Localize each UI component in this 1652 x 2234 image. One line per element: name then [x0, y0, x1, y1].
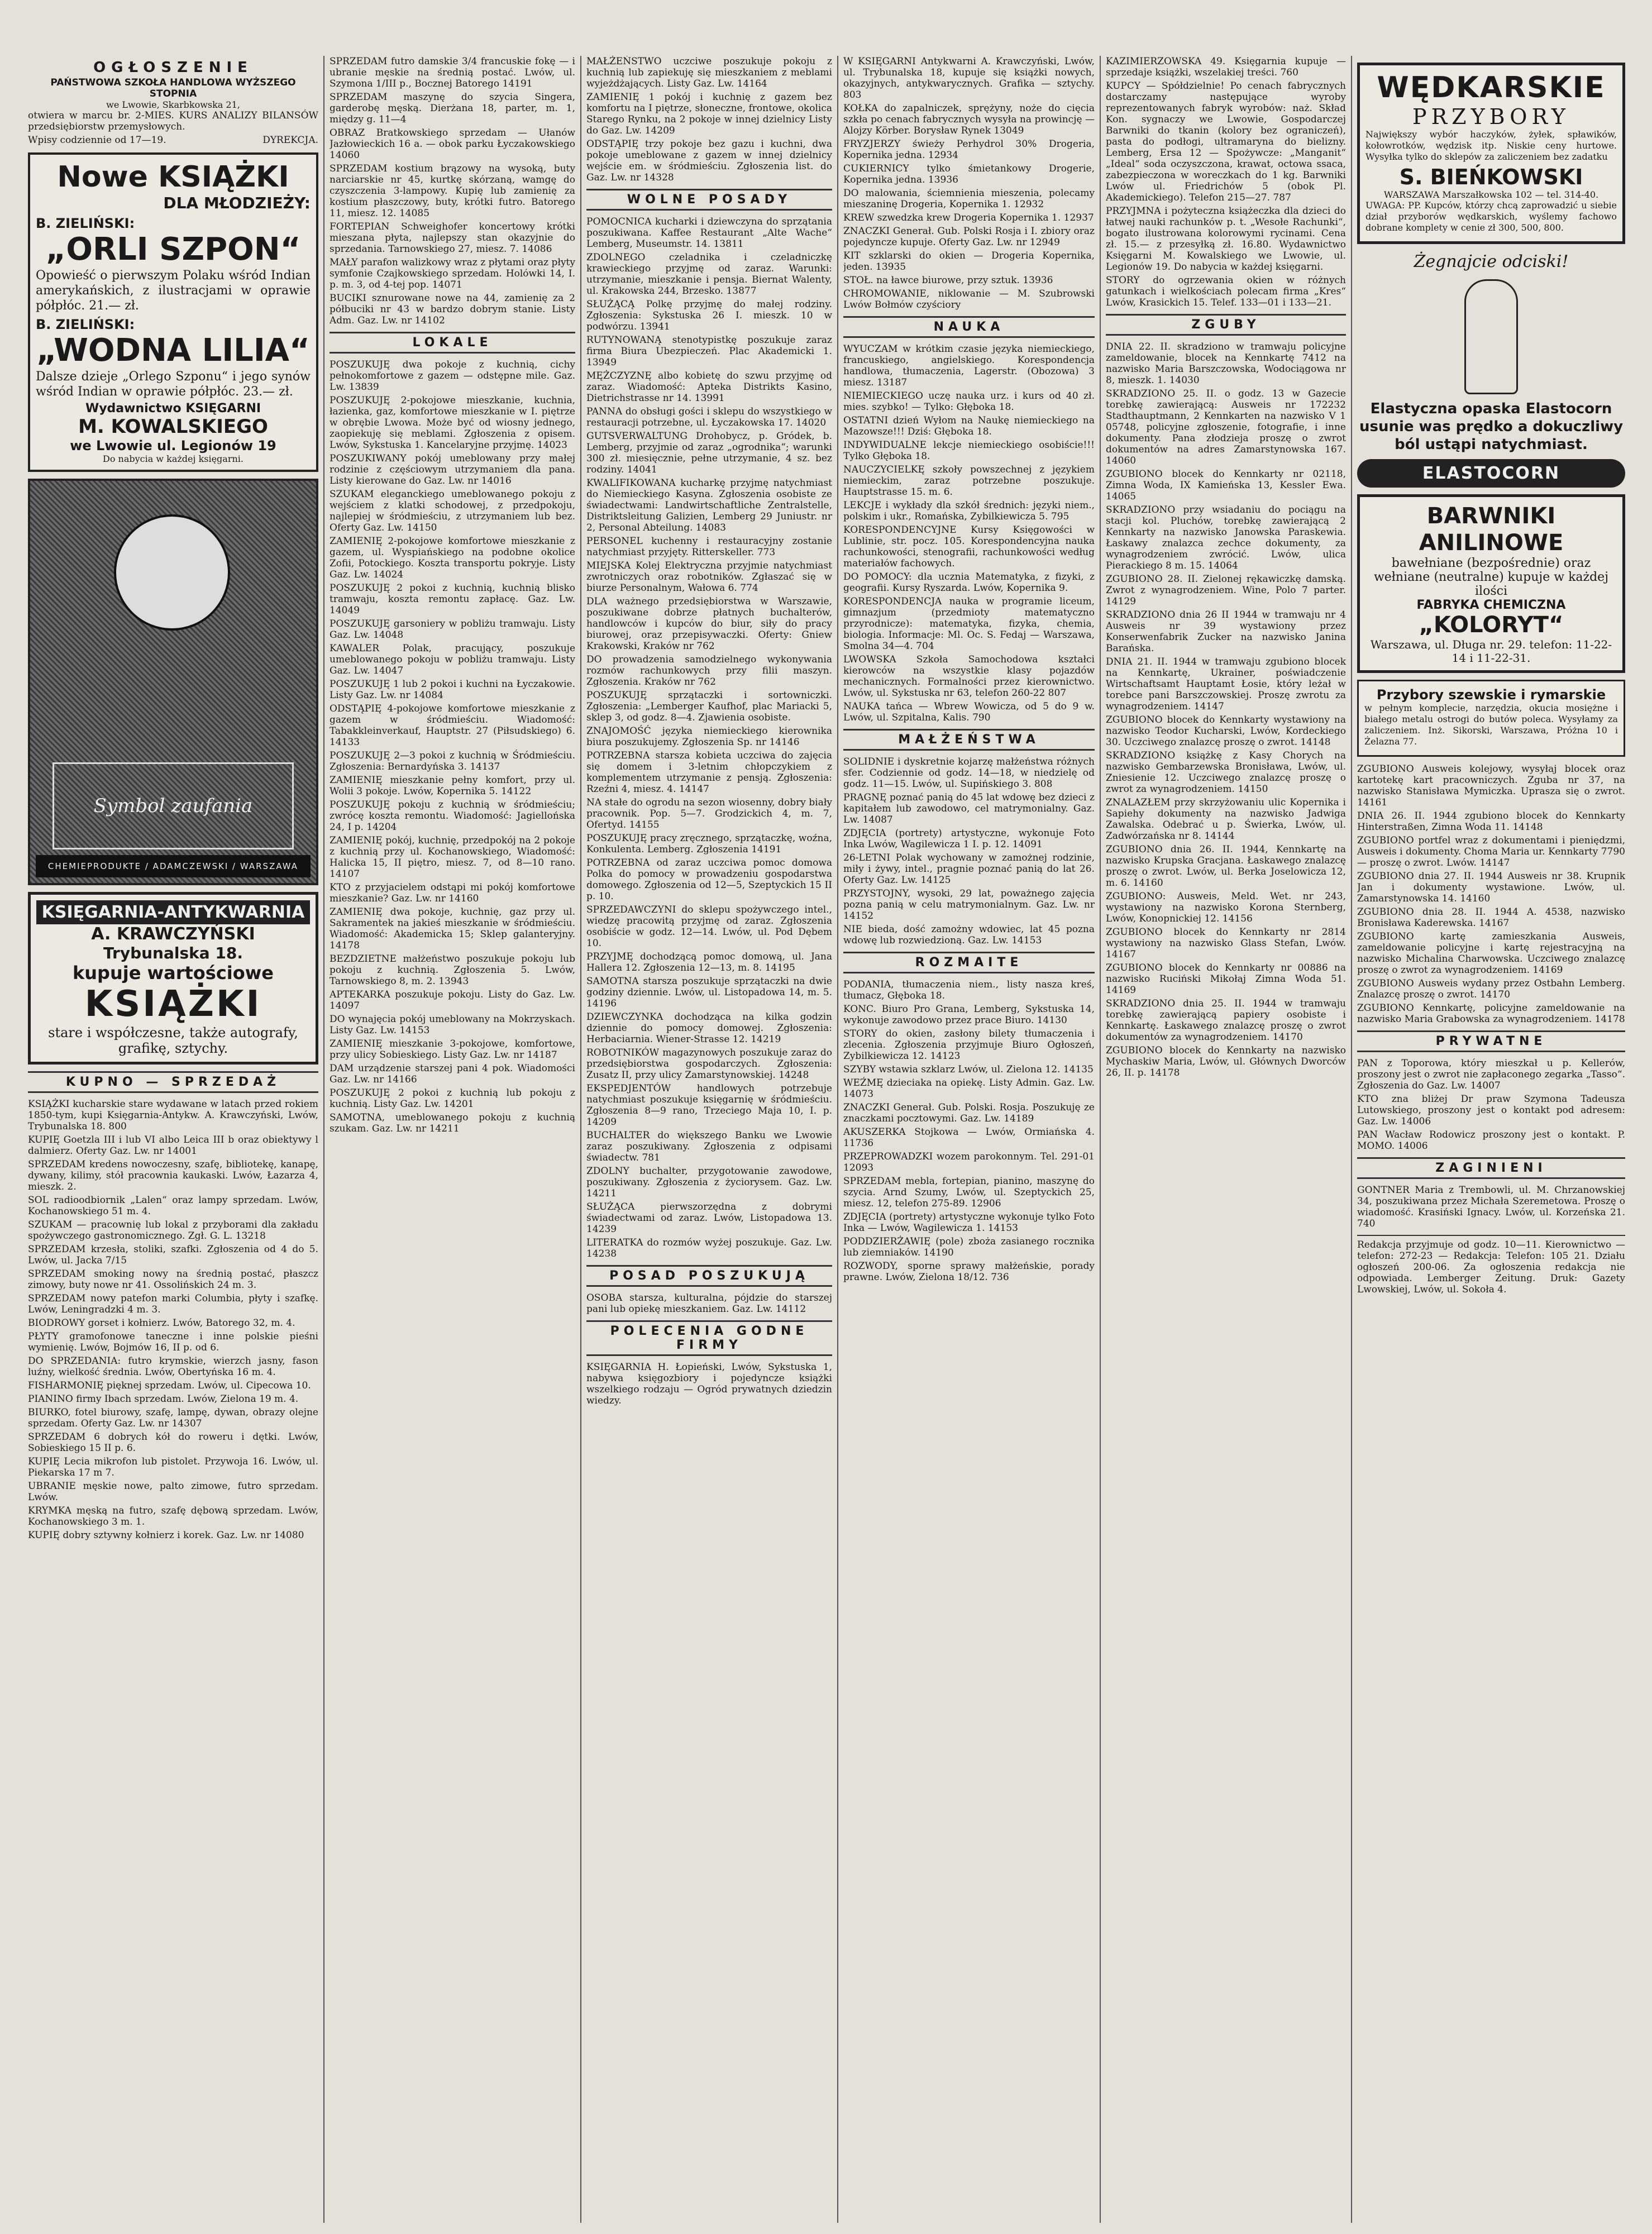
section-header-nauka: NAUKA	[843, 316, 1095, 338]
classified-ad: OSTATNI dzień Wyłom na Naukę niemieckiego na Mazowsze!!! Dziś: Głęboka 18.	[843, 415, 1095, 437]
column-2	[330, 56, 575, 2223]
classified-ad: KSIĘGARNIA H. Łopieński, Lwów, Sykstuska 1, nabywa księgozbiory i pojedyncze książki wszelkiego rodzaju — Ogród prywatnych dziedzin wiedzy.	[586, 1362, 832, 1406]
antiquarian-name: A. KRAWCZYŃSKI	[91, 924, 255, 944]
classified-ad: LWOWSKA Szkoła Samochodowa kształci kierowców na wszystkie klasy pojazdów mechanicznych. Formalności przez kierownictwo. Lwów, ul. Sykstuska nr 63, telefon 260-22 807	[843, 654, 1095, 699]
classified-ad: POSZUKUJĘ pokoju z kuchnią w śródmieściu; zwrócę koszta remontu. Wiadomość: Jagiellońska 24, I p. 14204	[330, 799, 575, 833]
classified-ad: 26-LETNI Polak wychowany w zamożnej rodzinie, miły i żywy, intel., pragnie poznać panią do lat 26. Oferty Gaz. Lw. 14125	[843, 852, 1095, 886]
notice-footer	[28, 135, 318, 146]
classified-ad: SZUKAM eleganckiego umeblowanego pokoju z wejściem z klatki schodowej, z przedpokoju, najlepiej w śródmieściu, z utrzymaniem lub bez. Oferty Gaz. Lw. 14150	[330, 489, 575, 533]
classified-ad: POSZUKUJĘ 2 pokoi z kuchnią lub pokoju z kuchnią. Listy Gaz. Lw. 14201	[330, 1087, 575, 1110]
books-ad-available: Do nabycia w każdej księgarni.	[102, 454, 243, 464]
classified-ad: KOŁKA do zapalniczek, sprężyny, noże do cięcia szkła po cenach fabrycznych wysyła na prowincję — Alojzy Körber. Borysław Rynek 13049	[843, 103, 1095, 136]
antiquarian-line: kupuje wartościowe	[72, 962, 274, 984]
classified-ad: POSZUKUJĘ sprzątaczki i sortowniczki. Zgłoszenia: „Lemberger Kaufhof, plac Mariacki 5, sklep 3, od godz. 8—4. Zjawienia osobiste.	[586, 690, 832, 723]
fishing-ad-address: WARSZAWA Marszałkowska 102 — tel. 314-40.	[1383, 189, 1599, 200]
classified-ad: POSZUKUJĘ dwa pokoje z kuchnią, cichy pełnokomfortowe z gazem — odstępne mile. Gaz. Lw. 13839	[330, 359, 575, 393]
classified-ad: KREW szwedzka krew Drogeria Kopernika 1. 12937	[843, 212, 1094, 223]
elastocorn-brand: ELASTOCORN	[1357, 459, 1625, 488]
classified-ad: PERSONEL kuchenny i restauracyjny zostanie natychmiast przyjęty. Ritterskeller. 773	[586, 536, 832, 558]
classified-ad: OSOBA starsza, kulturalna, pójdzie do starszej pani lub opiekę mieszkaniem. Gaz. Lw. 14112	[586, 1292, 832, 1315]
classified-ad: EKSPEDJENTÓW handlowych potrzebuje natychmiast poszukuje księgarnię w śródmieściu. Zgłoszenia 8—9 rano, Trzeciego Maja 10, I. p. 14209	[586, 1083, 832, 1128]
classified-ad: ZGUBIONO kartę zamieszkania Ausweis, zameldowanie policyjne i kartę rejestracyjną na nazwisko Michalina Charwowska. Uczciwego znalazcę proszę o zwrot za wynagrodzeniem. 14169	[1357, 931, 1625, 976]
classified-ad: DNIA 22. II. skradziono w tramwaju policyjne zameldowanie, blocek na Kennkartę 7412 na nazwisko Maria Barszczowska, Wodociągowa nr 8, mieszk. 1. 14030	[1106, 341, 1346, 386]
cartoon-figure-icon	[1464, 279, 1518, 394]
classified-ad: LITERATKA do rozmów wyżej poszukuje. Gaz. Lw. 14238	[586, 1237, 832, 1259]
section-header-zaginieni: ZAGINIENI	[1357, 1157, 1625, 1179]
column-rule	[323, 56, 324, 2223]
classified-ad: POSZUKUJĘ pracy zręcznego, sprzątaczkę, woźna, Konkulenta. Lemberg. Zgłoszenia 14191	[586, 833, 832, 855]
classified-ad: SŁUŻĄCĄ Polkę przyjmę do małej rodziny. Zgłoszenia: Sykstuska 26 I. mieszk. 10 w podwórzu. 13941	[586, 299, 832, 332]
classified-ad: KTO zna bliżej Dr praw Szymona Tadeusza Lutowskiego, proszony jest o kontakt pod adresem: Gaz. Lw. 14006	[1357, 1094, 1625, 1127]
classified-ad: KUPIĘ Goetzla III i lub VI albo Leica III b oraz obiektywy l dalmierz. Oferty Gaz. Lw. nr 14001	[28, 1134, 318, 1157]
elastocorn-ad	[1357, 252, 1625, 488]
books-ad-subtitle: DLA MŁODZIEŻY:	[163, 194, 311, 212]
classified-ad: ZGUBIONO 28. II. Zielonej rękawiczkę damską. Zwrot z wynagrodzeniem. Wine, Polo 7 parter. 14129	[1106, 574, 1346, 607]
classified-ad: ZDOLNEGO czeladnika i czeladniczkę krawieckiego przyjmę od zaraz. Warunki: utrzymanie, mieszkanie i pensja. Biernat Walenty, ul. Krakowska 244, Brzesko. 13877	[586, 252, 832, 297]
classified-ad: ZGUBIONO dnia 26. II. 1944, Kennkartę na nazwisko Krupska Gracjana. Łaskawego znalazcę proszę o zwrot. Lwów, ul. Berka Joselowicza 12, m. 6. 14160	[1106, 844, 1346, 889]
fishing-ad-note: UWAGA: PP. Kupców, którzy chcą zaprowadzić u siebie dział przyborów wędkarskich, wyślemy fachowo dobrane komplety w cenie zł 300, 500, 800.	[1365, 200, 1617, 233]
column-rule	[1100, 56, 1101, 2223]
section-header-kupno: KUPNO — SPRZEDAŻ	[28, 1071, 318, 1093]
globe-logo-icon	[114, 514, 230, 631]
classified-ad: ZNACZKI Generał. Gub. Polski Rosja i I. zbiory oraz pojedyncze kupuje. Oferty Gaz. Lw. nr 12949	[843, 226, 1095, 248]
classified-ad: BUCIKI sznurowane nowe na 44, zamienię za 2 półbuciki nr 43 w bardzo dobrym stanie. Listy Adm. Gaz. Lw. nr 14102	[330, 293, 575, 326]
fishing-ad-title: WĘDKARSKIE	[1377, 71, 1606, 104]
classified-ad: CHROMOWANIE, niklowanie — M. Szubrowski Lwów Bołmów czyściory	[843, 288, 1095, 311]
classified-ad: PRZYJMNA i pożyteczna książeczka dla dzieci do łatwej nauki rachunków p. t. „Wesołe Rachunki“, bogato ilustrowana kolorowymi rycinami. Cena zł. 15.— z przesyłką zł. 16.80. Wydawnictwo Księgarni M. Kowalskiego we Lwowie, ul. Legionów 19. Do nabycia w każdej księgarni.	[1106, 206, 1346, 273]
books-ad-book-title: „WODNA LILIA“	[36, 332, 310, 369]
aniline-ad-address: Warszawa, ul. Długa nr. 29. telefon: 11-22-14 i 11-22-31.	[1370, 638, 1612, 665]
classified-ad: KAZIMIERZOWSKA 49. Księgarnia kupuje — sprzedaje książki, wszelakiej treści. 760	[1106, 56, 1346, 78]
books-ad-desc: Opowieść o pierwszym Polaku wśród Indian amerykańskich, z ilustracjami w oprawie półpłóc. 21.— zł.	[36, 269, 311, 313]
classified-ad: GONTNER Maria z Trembowli, ul. M. Chrzanowskiej 34, poszukiwana przez Michała Szeremetowa. Proszę o wiadomość. Krasiński Ignacy. Lwów, ul. Korzeńska 21. 740	[1357, 1185, 1625, 1229]
classified-ad: GUTSVERWALTUNG Drohobycz, p. Gródek, b. Lemberg, przyjmie od zaraz „ogrodnika“; warunki 300 zł. miesięcznie, pełne utrzymanie, 4 sz. bez rodziny. 14041	[586, 431, 832, 475]
classified-ad: PAN Wacław Rodowicz proszony jest o kontakt. P. MOMO. 14006	[1357, 1129, 1625, 1152]
classified-ad: KWALIFIKOWANA kucharkę przyjmę natychmiast do Niemieckiego Kasyna. Zgłoszenia osobiste ze świadectwami: Landwirtschaftliche Zentralstelle, Distriktsleitung Galizien, Lemberg 29 Juniustr. nr 2, Personal Abteilung. 14083	[586, 478, 832, 533]
classified-ad: AKUSZERKA Stojkowa — Lwów, Ormiańska 4. 11736	[843, 1126, 1095, 1149]
classified-ad: ZAMIENIĘ 1 pokój i kuchnię z gazem bez komfortu na I piętrze, słoneczne, frontowe, okolica Starego Rynku, na 2 pokoje w innej dzielnicy Listy do Gaz. Lw. 14209	[586, 92, 832, 136]
classified-ad: SPRZEDAM futro damskie 3/4 francuskie fokę — i ubranie męskie na średnią postać. Lwów, ul. Szymona 1/III p., Bocznej Batorego 14191	[330, 56, 575, 89]
classified-ad: ZGUBIONO: Ausweis, Meld. Wet. nr 243, wystawiony na nazwisko Korona Sternberg, Lwów, Konopnickiej 12. 14156	[1106, 891, 1346, 924]
classified-ad: CUKIERNICY tylko śmietankowy Drogerie, Kopernika jedna. 13936	[843, 163, 1095, 185]
classified-ad: KTO z przyjacielem odstąpi mi pokój komfortowe mieszkanie? Gaz. Lw. nr 14160	[330, 882, 575, 904]
school-notice	[28, 59, 318, 146]
chemie-slogan: Symbol zaufania	[52, 762, 294, 849]
classified-ad: MAŁY parafon walizkowy wraz z płytami oraz płyty symfonie Czajkowskiego sprzedam. Holówki 14, I. p. m. 3, od 4-tej pop. 14071	[330, 257, 575, 290]
shoemaker-ad	[1357, 680, 1625, 757]
books-ad-address: we Lwowie ul. Legionów 19	[70, 438, 276, 454]
aniline-ad-name: „KOLORYT“	[1419, 612, 1564, 638]
classified-ad: DNIA 26. II. 1944 zgubiono blocek do Kennkarty Hinterstraßen, Zimna Woda 11. 14148	[1357, 810, 1625, 833]
classified-ad: DO malowania, ściemnienia mieszenia, polecamy mieszaninę Drogeria, Kopernika 1. 12932	[843, 188, 1095, 210]
classified-ad: NIE bieda, dość zamożny wdowiec, lat 45 pozna wdowę lub rozwiedzioną. Gaz. Lw. 14153	[843, 924, 1095, 946]
classified-ad: PRAGNĘ poznać panią do 45 lat wdowę bez dzieci z kapitałem lub zawodowo, cel matrymonialny. Gaz. Lw. 14087	[843, 792, 1095, 825]
classified-ad: NA stałe do ogrodu na sezon wiosenny, dobry biały pracownik. Pop. 5—7. Grodzickich 4, m. 7, Ofertyd. 14155	[586, 797, 832, 830]
classified-ad: ZAMIENIĘ dwa pokoje, kuchnię, gaz przy ul. Sakramentek na jakieś mieszkanie w śródmieściu. Wiadomość: Akademicka 15; Sklep galanteryjny. 14178	[330, 906, 575, 951]
aniline-ad-desc: bawełniane (bezpośrednie) oraz wełniane (neutralne) kupuje w każdej ilości	[1373, 556, 1609, 598]
elastocorn-text: Elastyczna opaska Elastocorn usunie was prędko a dokuczliwy ból ustąpi natychmiast.	[1359, 400, 1624, 453]
classified-ad: ZGUBIONO Ausweis wydany przez Ostbahn Lemberg. Znalazcę proszę o zwrot. 14170	[1357, 978, 1625, 1000]
classified-ad: ZGUBIONO Kennkartę, policyjne zameldowanie na nazwisko Maria Grabowska za wynagrodzeniem. 14178	[1357, 1003, 1625, 1025]
classified-ad: SPRZEDAM maszynę do szycia Singera, garderobę męską. Dierżana 18, parter, m. 1, między g. 11—4	[330, 92, 575, 125]
classified-ad: SPRZEDAM kredens nowoczesny, szafę, bibliotekę, kanapę, dywany, kilimy, stół pracownia kaukaski. Lwów, Łazarza 4, mieszk. 2.	[28, 1159, 318, 1192]
classified-ad: KORESPONDENCJA nauka w programie liceum, gimnazjum (przedmioty matematyczno przyrodnicze): matematyka, fizyka, chemia, biologia. Informacje: Ml. Oc. S. Fedaj — Warszawa, Smolna 34—4. 704	[843, 596, 1095, 652]
classified-ad: ZAMIENIĘ mieszkanie pełny komfort, przy ul. Wolii 3 pokoje. Lwów, Kopernika 5. 14122	[330, 775, 575, 797]
notice-line: PAŃSTWOWA SZKOŁA HANDLOWA WYŻSZEGO STOPNIA	[50, 77, 296, 99]
notice-hours: Wpisy codziennie od 17—19.	[28, 135, 166, 146]
section-header-zguby: ZGUBY	[1106, 314, 1346, 336]
section-header-prywatne: PRYWATNE	[1357, 1030, 1625, 1052]
classified-ad: INDYWIDUALNE lekcje niemieckiego osobiście!!! Tylko Głęboka 18.	[843, 440, 1095, 462]
classified-ad: RUTYNOWANĄ stenotypistkę poszukuje zaraz firma Biura Ubezpieczeń. Plac Akademicki 1. 13949	[586, 335, 832, 368]
classified-ad: SKRADZIONO dnia 25. II. 1944 w tramwaju torebkę zawierającą papiery osobiste i Kennkartę. Łaskawego znalazcę proszę o zwrot dokumentów za wynagrodzeniem. 14170	[1106, 998, 1346, 1043]
classified-ad: KORESPONDENCYJNE Kursy Księgowości w Lublinie, str. pocz. 105. Korespondencyjna nauka rachunkowości, stenografii, rachunkowości według materiałów fachowych.	[843, 524, 1095, 569]
section-header-malzenstwa: MAŁŻEŃSTWA	[843, 729, 1095, 751]
newspaper-page	[17, 56, 1636, 2223]
classified-ad: POSZUKUJĘ 2—3 pokoi z kuchnią w Śródmieściu. Zgłoszenia: Bernardyńska 3. 14137	[330, 750, 575, 772]
classified-ad: MĘŻCZYZNĘ albo kobietę do szwu przyjmę od zaraz. Wiadomość: Apteka Distrikts Kasino, Dietrichstrasse nr 14. 13991	[586, 370, 832, 404]
classified-ad: SPRZEDAM nowy patefon marki Columbia, płyty i szafkę. Lwów, Leningradzki 4 m. 3.	[28, 1293, 318, 1315]
classified-ad: ZAMIENIĘ pokój, kuchnię, przedpokój na 2 pokoje z kuchnią przy ul. Kochanowskiego, Wiadomość: Halicka 15, II piętro, miesz. 7, od 8—10 rano. 14107	[330, 835, 575, 880]
classified-ad: PIANINO firmy Ibach sprzedam. Lwów, Zielona 19 m. 4.	[28, 1393, 299, 1405]
classified-ad: PODANIA, tłumaczenia niem., listy nasza kreś, tłumacz, Głęboka 18.	[843, 979, 1095, 1001]
classified-ad: SOL radioodbiornik „Lalen“ oraz lampy sprzedam. Lwów, Kochanowskiego 51 m. 4.	[28, 1195, 318, 1217]
classified-ad: POSZUKUJĘ 2-pokojowe mieszkanie, kuchnia, łazienka, gaz, komfortowe mieszkanie w I. piętrze w obrębie Lwowa. Może być od wiosny jednego, zaopiekuję się meblami. Zgłoszenia z opisem. Lwów, Sykstuska 1. Kancelaryjne przyjmę. 14023	[330, 395, 575, 451]
classified-ad: ROBOTNIKÓW magazynowych poszukuje zaraz do przedsiębiorstwa gospodarczych. Zgłoszenia: Zusatz II, przy ulicy Zamarstynowskiej. 14248	[586, 1047, 832, 1081]
classified-ad: POSZUKUJĘ 1 lub 2 pokoi i kuchni na Łyczakowie. Listy Gaz. Lw. nr 14084	[330, 679, 575, 701]
section-header-lokale: LOKALE	[330, 332, 575, 354]
notice-sign: DYREKCJA.	[262, 135, 318, 146]
classified-ad: KUPIĘ Lecia mikrofon lub pistolet. Przywoja 16. Lwów, ul. Piekarska 17 m 7.	[28, 1456, 318, 1478]
classified-ad: BIODROWY gorset i kołnierz. Lwów, Batorego 32, m. 4.	[28, 1318, 295, 1329]
classified-ad: W KSIĘGARNI Antykwarni A. Krawczyński, Lwów, ul. Trybunalska 18, kupuje się książki nowych, okazyjnych, antykwarycznych. Grafika — sztychy. 803	[843, 56, 1095, 101]
shoemaker-ad-desc: w pełnym komplecie, narzędzia, okucia mosiężne i białego metalu ostrogi do butów poleca. Wysyłamy za zaliczeniem. Inż. Sikorski, Warszawa, Próżna 10 i Żelazna 77.	[1364, 703, 1618, 747]
antiquarian-big: KSIĄŻKI	[84, 984, 262, 1025]
notice-title: OGŁOSZENIE	[93, 59, 253, 76]
classified-ad: SKRADZIONO przy wsiadaniu do pociągu na stacji kol. Pluchów, torebkę zawierającą 2 Kennkarty na nazwisko Janowska Paraskewia. Łaskawy znalazca zechce dokumenty, za wynagrodzeniem zwrócić. Lwów, ulica Pierackiego 8 m. 15. 14064	[1106, 504, 1346, 571]
classified-ad: UBRANIE męskie nowe, palto zimowe, futro sprzedam. Lwów.	[28, 1481, 318, 1503]
column-rule	[837, 56, 838, 2223]
classified-ad: SPRZEDAM krzesła, stoliki, szafki. Zgłoszenia od 4 do 5. Lwów, ul. Jacka 7/15	[28, 1244, 318, 1266]
classified-ad: NAUKA tańca — Wbrew Wowicza, od 5 do 9 w. Lwów, ul. Szpitalna, Kalis. 790	[843, 701, 1095, 723]
classified-ad: ZAMIENIĘ 2-pokojowe komfortowe mieszkanie z gazem, ul. Wyspiańskiego na podobne okolice Zofii, Potockiego. Koszta transportu pokryje. Listy Gaz. Lw. 14024	[330, 536, 575, 580]
classified-ad: KAWALER Polak, pracujący, poszukuje umeblowanego pokoju w pobliżu tramwaju. Listy Gaz. Lw. 14047	[330, 643, 575, 676]
classified-ad: DO prowadzenia samodzielnego wykonywania rozmów rachunkowych przy filii maszyn. Zgłoszenia. Kraków nr 762	[586, 654, 832, 688]
classified-ad: ZGUBIONO blocek do Kennkarty wystawiony na nazwisko Teodor Kucharski, Lwów, Kordeckiego 30. Uczciwego znalazcę proszę o zwrot. 14148	[1106, 714, 1346, 748]
classified-ad: PRZYSTOJNY, wysoki, 29 lat, poważnego zajęcia pozna panią w celu matrymonialnym. Gaz. Lw. nr 14152	[843, 888, 1095, 922]
classified-ad: ZDJĘCIA (portrety) artystyczne wykonuje tylko Foto Inka — Lwów, Wagilewicza 1. 14153	[843, 1211, 1095, 1234]
books-ad-book-title: „ORLI SZPON“	[45, 231, 301, 268]
classified-ad: ZGUBIONO dnia 27. II. 1944 Ausweis nr 38. Krupnik Jan i dokumenty wystawione. Lwów, ul. Zamarstynowska 14. 14160	[1357, 871, 1625, 904]
classified-ad: KIT szklarski do okien — Drogeria Kopernika, jeden. 13935	[843, 250, 1095, 273]
books-ad-publisher: Wydawnictwo KSIĘGARNI	[85, 402, 261, 416]
aniline-ad-title: BARWNIKI ANILINOWE	[1419, 503, 1564, 556]
classified-ad: SZYBY wstawia szklarz Lwów, ul. Zielona 12. 14135	[843, 1064, 1094, 1075]
column-1	[28, 56, 318, 2223]
fishing-ad-subtitle: PRZYBORY	[1412, 104, 1570, 129]
section-header-posad: POSAD POSZUKUJĄ	[586, 1265, 832, 1287]
classified-ad: SPRZEDAWCZYNI do sklepu spożywczego intel., wiedzę pracowitą przyjmę od zaraz. Zgłoszenia osobiście w godz. 12—14. Lwów, ul. Pod Dębem 10.	[586, 904, 832, 949]
classified-ad: KONC. Biuro Pro Grana, Lemberg, Sykstuska 14, wykonuje zawodowo przez prace Biuro. 14130	[843, 1004, 1095, 1026]
classified-ad: MIEJSKA Kolej Elektryczna przyjmie natychmiast zwrotniczych oraz robotników. Zgłaszać się w biurze Personalnym, Wałowa 6. 774	[586, 560, 832, 594]
notice-line: otwiera w marcu br. 2-MIES. KURS ANALIZY BILANSÓW przedsiębiorstw przemysłowych.	[28, 110, 318, 132]
classified-ad: SAMOTNA starsza poszukuje sprzątaczki na dwie godziny dziennie. Lwów, ul. Listopadowa 14, m. 5. 14196	[586, 976, 832, 1009]
classified-ad: ZDJĘCIA (portrety) artystyczne, wykonuje Foto Inka Lwów, Wagilewicza 1 I. p. 12. 14091	[843, 828, 1095, 850]
classified-ad: DZIEWCZYNKA dochodząca na kilka godzin dziennie do pomocy domowej. Zgłoszenia: Herbaciarnia. Wiener-Strasse 12. 14219	[586, 1011, 832, 1045]
section-header-wolne: WOLNE POSADY	[586, 189, 832, 211]
classified-ad: DO SPRZEDANIA: futro krymskie, wierzch jasny, fason luźny, wielkość średnia. Lwów, Obertyńska 16 m. 4.	[28, 1355, 318, 1378]
aniline-ad-firm: FABRYKA CHEMICZNA	[1416, 598, 1566, 612]
classified-ad: KSIĄŻKI kucharskie stare wydawane w latach przed rokiem 1850-tym, kupi Księgarnia-Antykw. A. Krawczyński, Lwów, Trybunalska 18. 800	[28, 1099, 318, 1132]
classified-ad: POTRZEBNA starsza kobieta uczciwa do zajęcia się domem i 3-letnim chłopczykiem z komplementem utrzymanie z pensją. Zgłoszenia: Rzeźni 4, miesz. 4. 14147	[586, 750, 832, 795]
classified-ad: KUPCY — Spółdzielnie! Po cenach fabrycznych dostarczamy następujące wyroby reprezentowanych fabryk wyrobów: naż. Skład Kon. sygnaczy we Lwowie, Gospodarczej Barwniki do tkanin (kolory bez ograniczeń), pasta do podłogi, ultramaryna do bielizny. Lemberg, Ersa 12 — Spożywcze: „Manganit“ „Ideal“ soda oczyszczona, krawat, octowa ssaca, zabezpieczona w woreczkach do 1 kg. Barwniki Lwów ul. Friedrichów 5 (obok Pl. Akademickiego). Telefon 215—27. 787	[1106, 80, 1346, 203]
classified-ad: POSZUKIWANY pokój umeblowany przy małej rodzinie z częściowym utrzymaniem dla pana. Listy kierowane do Gaz. Lw. nr 14016	[330, 453, 575, 486]
classified-ad: PANNA do obsługi gości i sklepu do wszystkiego w restauracji potrzebne, ul. Łyczakowska 17. 14020	[586, 406, 832, 428]
classified-ad: ZNAJOMOŚĆ języka niemieckiego kierownika biura poszukujemy. Zgłoszenia Sp. nr 14146	[586, 725, 832, 748]
kupno-list	[28, 1099, 318, 1541]
column-rule	[1351, 56, 1352, 2223]
classified-ad: BEZDZIETNE małżeństwo poszukuje pokoju lub pokoju z kuchnią. Zgłoszenia 5. Lwów, Tarnowskiego 8, m. 2. 13943	[330, 953, 575, 987]
classified-ad: SPRZEDAM smoking nowy na średnią postać, płaszcz zimowy, buty nowe nr 41. Ossolińskich 24 m. 3.	[28, 1268, 318, 1291]
classified-ad: DO POMOCY: dla ucznia Matematyka, z fizyki, z geografii. Kursy Ryszarda. Lwów, Kopernika 9.	[843, 571, 1095, 594]
classified-ad: ODSTĄPIĘ 4-pokojowe komfortowe mieszkanie z gazem w śródmieściu. Wiadomość: Tabakkleinverkauf, Hauptstr. 27 (Piłsudskiego) 6. 14133	[330, 703, 575, 748]
books-ad-publisher-name: M. KOWALSKIEGO	[78, 416, 268, 438]
column-3	[586, 56, 832, 2223]
section-header-polecenia: POLECENIA GODNE FIRMY	[586, 1320, 832, 1356]
classified-ad: FISHARMONIĘ pięknej sprzedam. Lwów, ul. Cipecowa 10.	[28, 1380, 311, 1391]
antiquarian-street: Trybunalska 18.	[103, 944, 243, 962]
classified-ad: PODDZIERŻAWIĘ (pole) zboża zasianego rocznika lub ziemniaków. 14190	[843, 1236, 1095, 1258]
classified-ad: DNIA 21. II. 1944 w tramwaju zgubiono blocek na Kennkartę, Ukrainer, poświadczenie Wirtschaftsamt Hauptamt Łosie, który leżał w torebce pani Barszczowskiej. Proszę zwrotu za wynagrodzeniem. 14147	[1106, 656, 1346, 712]
classified-ad: SOLIDNIE i dyskretnie kojarzę małżeństwa różnych sfer. Codziennie od godz. 14—18, w niedzielę od godz. 11—15. Lwów, ul. Supińskiego 3. 808	[843, 756, 1095, 790]
classified-ad: STORY do okien, zasłony bilety tłumaczenia i zlecenia. Zgłoszenia przyjmuje Biuro Ogłoszeń, Zybilkiewicza 12. 14123	[843, 1028, 1095, 1062]
classified-ad: ODSTĄPIĘ trzy pokoje bez gazu i kuchni, dwa pokoje umeblowane z gazem w innej dzielnicy wejście em. w śródmieściu. Zgłoszenia list. do Gaz. Lw. nr 14328	[586, 139, 832, 183]
classified-ad: DAM urządzenie starszej pani 4 pok. Wiadomości Gaz. Lw. nr 14166	[330, 1063, 575, 1085]
column-rule	[580, 56, 581, 2223]
classified-ad: ZGUBIONO dnia 28. II. 1944 A. 4538, nazwisko Bronisława Kaderewska. 14167	[1357, 906, 1625, 929]
classified-ad: POSZUKUJĘ garsoniery w pobliżu tramwaju. Listy Gaz. Lw. 14048	[330, 618, 575, 641]
classified-ad: LEKCJE i wykłady dla szkół średnich: języki niem., polskim i ukr., Romańska, Zybilkiewicza 5. 795	[843, 500, 1095, 522]
books-ad	[28, 152, 318, 472]
antiquarian-ad	[28, 892, 318, 1065]
classified-ad: FORTEPIAN Schweighofer koncertowy krótki mieszana płyta, najlepszy stan okazyjnie do sprzedania. Tarnowskiego 27, miesz. 7. 14086	[330, 221, 575, 255]
classified-ad: ZGUBIONO blocek do Kennkarty nr 02118, Zimna Woda, IX Kamieńska 13, Kessler Ewa. 14065	[1106, 469, 1346, 502]
classified-ad: STOŁ. na ławce biurowe, przy sztuk. 13936	[843, 275, 1053, 286]
classified-ad: SPRZEDAM kostium brązowy na wysoką, buty narciarskie nr 45, kurtkę skórzaną, wamgę do czyszczenia 3-lampowy. Kupię lub zamienię za kostium płaszczowy, buty, krótki futro. Batorego 11, miesz. 12. 14085	[330, 163, 575, 219]
classified-ad: SPRZEDAM mebla, fortepian, pianino, maszynę do szycia. Arnd Szumy, Lwów, ul. Szeptyckich 25, miesz. 12, telefon 275-89. 12906	[843, 1176, 1095, 1209]
classified-ad: ZNACZKI Generał. Gub. Polski. Rosja. Poszukuję ze znaczkami pocztowymi. Gaz. Lw. 14189	[843, 1102, 1095, 1124]
footer-imprint: Redakcja przyjmuje od godz. 10—11. Kierownictwo — telefon: 272-23 — Redakcja: Telefon: 105 21. Działu ogłoszeń 200-06. Za ogłoszenia redakcja nie odpowiada. Lemberger Zeitung. Druk: Gazety Lwowskiej, Lwów, ul. Sokoła 4.	[1357, 1235, 1625, 1295]
classified-ad: ZAMIENIĘ mieszkanie 3-pokojowe, komfortowe, przy ulicy Sobieskiego. Listy Gaz. Lw. nr 14187	[330, 1038, 575, 1061]
section-header-rozmaite: ROZMAITE	[843, 952, 1095, 973]
classified-ad: KUPIĘ dobry sztywny kołnierz i korek. Gaz. Lw. nr 14080	[28, 1530, 304, 1541]
classified-ad: ZGUBIONO blocek do Kennkarty nr 2814 wystawiony na nazwisko Glass Stefan, Lwów. 14167	[1106, 927, 1346, 960]
books-ad-author: B. ZIELIŃSKI:	[36, 317, 135, 332]
classified-ad: NAUCZYCIELKĘ szkoły powszechnej z językiem niemieckim, zaraz potrzebne poszukuje. Hauptstrasse 15. m. 6.	[843, 464, 1095, 498]
classified-ad: SAMOTNA, umeblowanego pokoju z kuchnią szukam. Gaz. Lw. nr 14211	[330, 1112, 575, 1134]
fishing-ad-desc: Największy wybór haczyków, żyłek, spławików, kołowrotków, wędzisk itp. Niskie ceny hurtowe. Wysyłka tylko do sklepów za zaliczeniem bez zadatku	[1365, 129, 1617, 162]
classified-ad: KRYMKA męską na futro, szafę dębową sprzedam. Lwów, Kochanowskiego 3 m. 1.	[28, 1505, 318, 1527]
column-6	[1357, 56, 1625, 2223]
classified-ad: ZGUBIONO Ausweis kolejowy, wysyłaj blocek oraz kartotekę kart pracowniczych. Zguba nr 37, na nazwisko Stanisława Mymiczka. Uprasza się o zwrot. 14161	[1357, 763, 1625, 808]
classified-ad: ZNALAZŁEM przy skrzyżowaniu ulic Kopernika i Sapiehy dokumenty na nazwisko Jadwiga Zawalska. Odebrać u p. Świerka, Lwów, ul. Zadwórzańska nr 8. 14144	[1106, 797, 1346, 842]
classified-ad: DO wynajęcia pokój umeblowany na Mokrzyskach. Listy Gaz. Lw. 14153	[330, 1014, 575, 1036]
classified-ad: SŁUŻĄCA pierwszorzędna z dobrymi świadectwami od zaraz. Lwów, Listopadowa 13. 14239	[586, 1201, 832, 1235]
classified-ad: PRZEPROWADZKI wozem parokonnym. Tel. 291-01 12093	[843, 1151, 1095, 1173]
chemieprodukte-ad	[28, 479, 318, 885]
classified-ad: DLA ważnego przedsiębiorstwa w Warszawie, poszukiwane dobrze płatnych buchalterów, handlowców i kupców do biur, siły do pracy biurowej, oraz przepisywaczki. Oferty: Gniew Krakowski, Kraków nr 762	[586, 596, 832, 652]
classified-ad: SKRADZIONO 25. II. o godz. 13 w Gazecie torebkę zawierającą: Ausweis nr 172232 Stadthauptmann, 2 Kennkarten na nazwisko V 1 05748, policyjne zgłoszenie, fotografie, i inne dokumenty. Pana złodzieja proszę o zwrot dokumentów na adres Zamarstynowska 167. 14060	[1106, 388, 1346, 466]
shoemaker-ad-title: Przybory szewskie i rymarskie	[1376, 687, 1606, 703]
classified-ad: WYUCZAM w krótkim czasie języka niemieckiego, francuskiego, angielskiego. Korespondencja handlowa, tłumaczenia, Lagerstr. (Obozowa) 3 miesz. 13187	[843, 343, 1095, 388]
classified-ad: STORY do ogrzewania okien w różnych gatunkach i wielkościach polecam firma „Kres“ Lwów, Krasickich 15. Telef. 133—01 i 133—21.	[1106, 275, 1346, 308]
antiquarian-desc: stare i współczesne, także autografy, grafikę, sztychy.	[48, 1025, 298, 1056]
fishing-ad	[1357, 63, 1625, 244]
classified-ad: SKRADZIONO dnia 26 II 1944 w tramwaju nr 4 Ausweis nr 39 wystawiony przez Konserwenfabrik Zucker na nazwisko Janina Barańska.	[1106, 609, 1346, 654]
classified-ad: BUCHALTER do większego Banku we Lwowie zaraz poszukiwany. Zgłoszenia z odpisami świadectw. 781	[586, 1130, 832, 1163]
classified-ad: SZUKAM — pracownię lub lokal z przyborami dla zakładu spożywczego gastronomicznego. Zgł. G. L. 13218	[28, 1219, 318, 1242]
classified-ad: APTEKARKA poszukuje pokoju. Listy do Gaz. Lw. 14097	[330, 989, 575, 1011]
classified-ad: POMOCNICA kucharki i dziewczyna do sprzątania poszukiwana. Kaffee Restaurant „Alte Wache“ Lemberg, Museumstr. 14. 13811	[586, 216, 832, 250]
classified-ad: WEŹMĘ dzieciaka na opiekę. Listy Admin. Gaz. Lw. 14073	[843, 1077, 1095, 1100]
books-ad-desc: Dalsze dzieje „Orlego Szponu“ i jego synów wśród Indian w oprawie półpłóc. 23.— zł.	[36, 370, 311, 399]
fishing-ad-name: S. BIEŃKOWSKI	[1399, 165, 1583, 189]
classified-ad: PRZYJMĘ dochodzącą pomoc domową, ul. Jana Hallera 12. Zgłoszenia 12—13, m. 8. 14195	[586, 951, 832, 973]
column-5	[1106, 56, 1346, 2223]
notice-line: we Lwowie, Skarbkowska 21,	[106, 99, 240, 110]
elastocorn-slogan: Żegnajcie odciski!	[1414, 252, 1569, 271]
classified-ad: ZGUBIONO portfel wraz z dokumentami i pieniędzmi, Ausweis i dokumenty. Choma Maria ur. Kennkarty 7790 — proszę o zwrot. Lwów. 14147	[1357, 835, 1625, 868]
classified-ad: SPRZEDAM 6 dobrych kół do roweru i dętki. Lwów, Sobieskiego 15 II p. 6.	[28, 1431, 318, 1454]
classified-ad: OBRAZ Bratkowskiego sprzedam — Ułanów Jazłowieckich 16 a. — obok parku Łyczakowskiego 14060	[330, 127, 575, 161]
books-ad-title: Nowe KSIĄŻKI	[57, 160, 289, 194]
classified-ad: ZDOLNY buchalter, przygotowanie zawodowe, poszukiwany. Zgłoszenia z życiorysem. Gaz. Lw. 14211	[586, 1166, 832, 1199]
classified-ad: POSZUKUJĘ 2 pokoi z kuchnią, kuchnią blisko tramwaju, koszta remontu zapłacę. Gaz. Lw. 14049	[330, 583, 575, 616]
classified-ad: POTRZEBNA od zaraz uczciwa pomoc domowa Polka do pomocy w prowadzeniu gospodarstwa domowego. Zgłoszenia od 12—5, Szeptyckich 15 II p. 10.	[586, 857, 832, 902]
classified-ad: ZGUBIONO blocek do Kennkarty nr 00886 na nazwisko Ruciński Mikołaj Zimna Woda 51. 14169	[1106, 962, 1346, 996]
classified-ad: ROZWODY, sporne sprawy małżeńskie, porady prawne. Lwów, Zielona 18/12. 736	[843, 1261, 1095, 1283]
classified-ad: BIURKO, fotel biurowy, szafę, lampę, dywan, obrazy olejne sprzedam. Oferty Gaz. Lw. nr 14307	[28, 1407, 318, 1429]
classified-ad: NIEMIECKIEGO uczę nauka urz. i kurs od 40 zł. mies. szybko! — Tylko: Głęboka 18.	[843, 390, 1095, 413]
classified-ad: PŁYTY gramofonowe taneczne i inne polskie pieśni wymienię. Lwów, Bojmów 16, II p. od 6.	[28, 1331, 318, 1353]
antiquarian-title: KSIĘGARNIA-ANTYKWARNIA	[36, 900, 310, 924]
classified-ad: ZGUBIONO blocek do Kennkarty na nazwisko Mychaskiw Maria, Lwów, ul. Głównych Dworców 26, II. p. 14178	[1106, 1045, 1346, 1078]
books-ad-author: B. ZIELIŃSKI:	[36, 216, 135, 231]
classified-ad: FRYZJERZY świeży Perhydrol 30% Drogeria, Kopernika jedna. 12934	[843, 139, 1095, 161]
classified-ad: MAŁŻEŃSTWO uczciwe poszukuje pokoju z kuchnią lub zapiekuję się mieszkaniem z meblami wyjeżdżających. Listy Gaz. Lw. 14164	[586, 56, 832, 89]
classified-ad: PAN z Toporowa, który mieszkał u p. Kellerów, proszony jest o zwrot nie zapłaconego zegarka „Tasso“. Zgłoszenia do Gaz. Lw. 14007	[1357, 1058, 1625, 1091]
aniline-ad	[1357, 494, 1625, 673]
classified-ad: SKRADZIONO książkę z Kasy Chorych na nazwisko Gembarzewska Bronisława, Lwów, ul. Zniesienie 12. Uczciwego znalazcę proszę o zwrot za wynagrodzeniem. 14150	[1106, 750, 1346, 795]
column-4	[843, 56, 1095, 2223]
chemie-band: CHEMIEPRODUKTE / ADAMCZEWSKI / WARSZAWA	[36, 855, 311, 877]
